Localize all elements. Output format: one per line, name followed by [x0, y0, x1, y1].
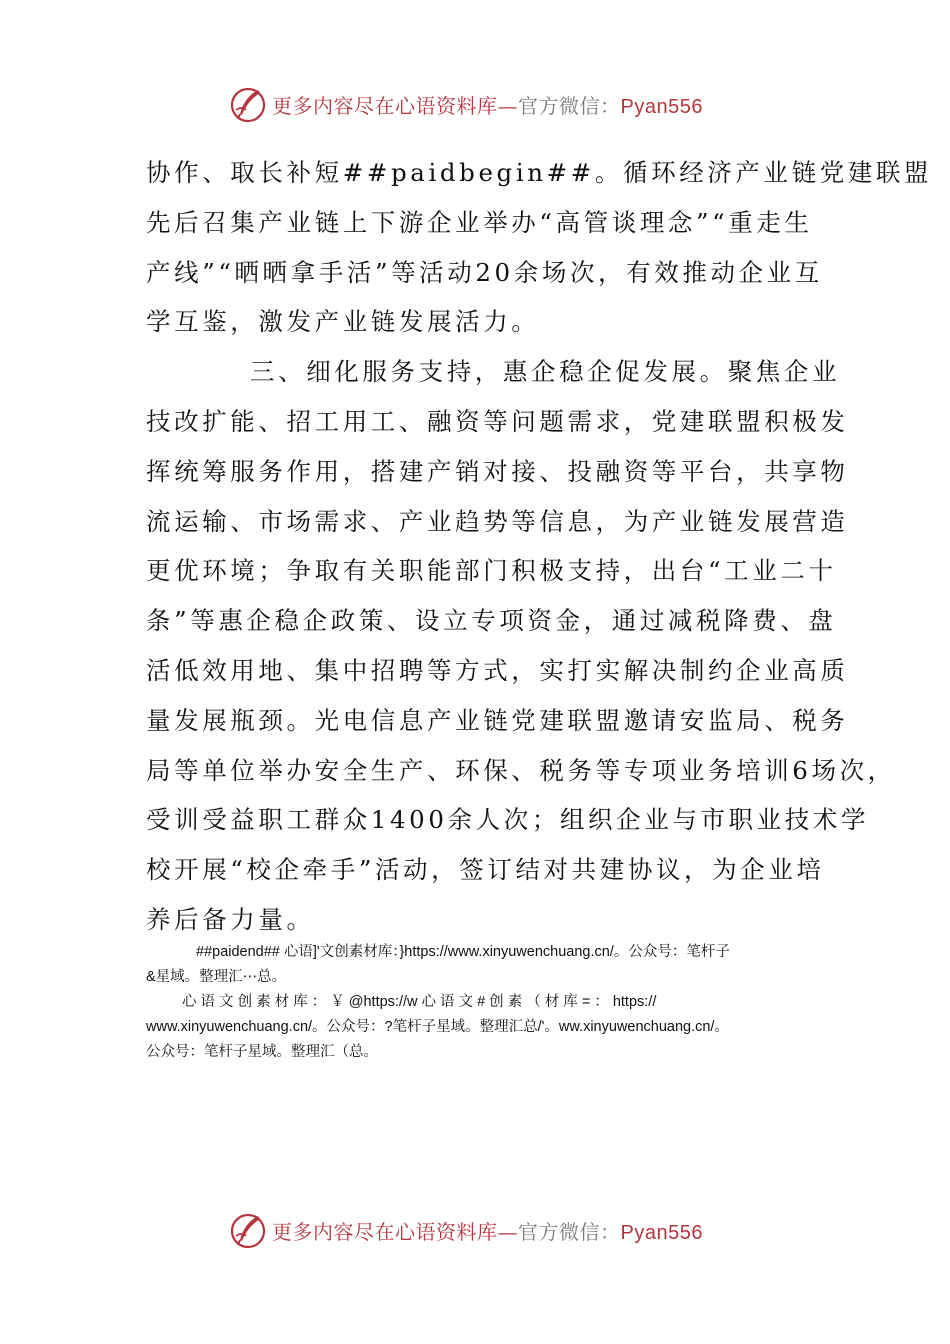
body-line: 挥统筹服务作用，搭建产销对接、投融资等平台，共享物: [146, 456, 849, 486]
article-body: [146, 148, 933, 945]
banner-text: [272, 90, 703, 119]
body-line: 局等单位举办安全生产、环保、税务等专项业务培训6场次，: [146, 755, 896, 785]
body-line: 更优环境；争取有关职能部门积极支持，出台“工业二十: [146, 556, 837, 586]
banner-wechat-id: Pyan556: [620, 95, 703, 118]
body-line: 协作、取长补短##paidbegin##。循环经济产业链党建联盟: [146, 158, 933, 187]
banner-wechat-label: 官方微信：: [518, 1219, 621, 1244]
body-line: 受训受益职工群众1400余人次；组织企业与市职业技术学: [146, 805, 870, 835]
footer-banner: [228, 1208, 748, 1252]
banner-wechat-id: Pyan556: [620, 1221, 703, 1244]
quill-pen-logo-icon: [228, 1210, 268, 1250]
banner-brand: 更多内容尽在心语资料库: [272, 93, 498, 118]
banner-dash: —: [497, 1219, 518, 1244]
note-line: 公众号：笔杆子星域。整理汇（总。: [146, 1044, 378, 1060]
banner-text: [272, 1216, 703, 1245]
note-line: ##paidend## 心语]'文创素材库：}https://www.xinyuwenchuang.cn/。公众号：笔杆子: [196, 944, 730, 960]
body-line: 技改扩能、招工用工、融资等问题需求，党建联盟积极发: [146, 406, 849, 436]
section-heading-line: 三、细化服务支持，惠企稳企促发展。聚焦企业: [250, 357, 841, 387]
banner-wechat-label: 官方微信：: [518, 93, 621, 118]
body-line: 先后召集产业链上下游企业举办“高管谈理念”“重走生: [146, 207, 813, 237]
body-line: 学互鉴，激发产业链发展活力。: [146, 307, 540, 337]
body-line: 产线”“晒晒拿手活”等活动20余场次，有效推动企业互: [146, 257, 823, 287]
body-line: 量发展瓶颈。光电信息产业链党建联盟邀请安监局、税务: [146, 705, 849, 735]
note-line: www.xinyuwenchuang.cn/。公众号：?笔杆子星域。整理汇总/'。ww.xinyuwenchuang.cn/。: [146, 1019, 729, 1035]
note-line: &星域。整理汇⋯总。: [146, 969, 287, 985]
footnote-block: [146, 940, 812, 1065]
body-line: 校开展“校企牵手”活动，签订结对共建协议，为企业培: [146, 855, 825, 885]
body-line: 流运输、市场需求、产业趋势等信息，为产业链发展营造: [146, 506, 849, 536]
body-line: 活低效用地、集中招聘等方式，实打实解决制约企业高质: [146, 655, 849, 685]
body-line: 条”等惠企稳企政策、设立专项资金，通过减税降费、盘: [146, 606, 837, 636]
note-line: 心 语 文 创 素 材 库 ： ￥ @https://w 心 语 文 # 创 素 （ 材 库 = ： https://: [182, 994, 657, 1010]
quill-pen-logo-icon: [228, 84, 268, 124]
body-line: 养后备力量。: [146, 904, 315, 934]
banner-dash: —: [497, 93, 518, 118]
banner-brand: 更多内容尽在心语资料库: [272, 1219, 498, 1244]
header-banner: [228, 82, 748, 126]
